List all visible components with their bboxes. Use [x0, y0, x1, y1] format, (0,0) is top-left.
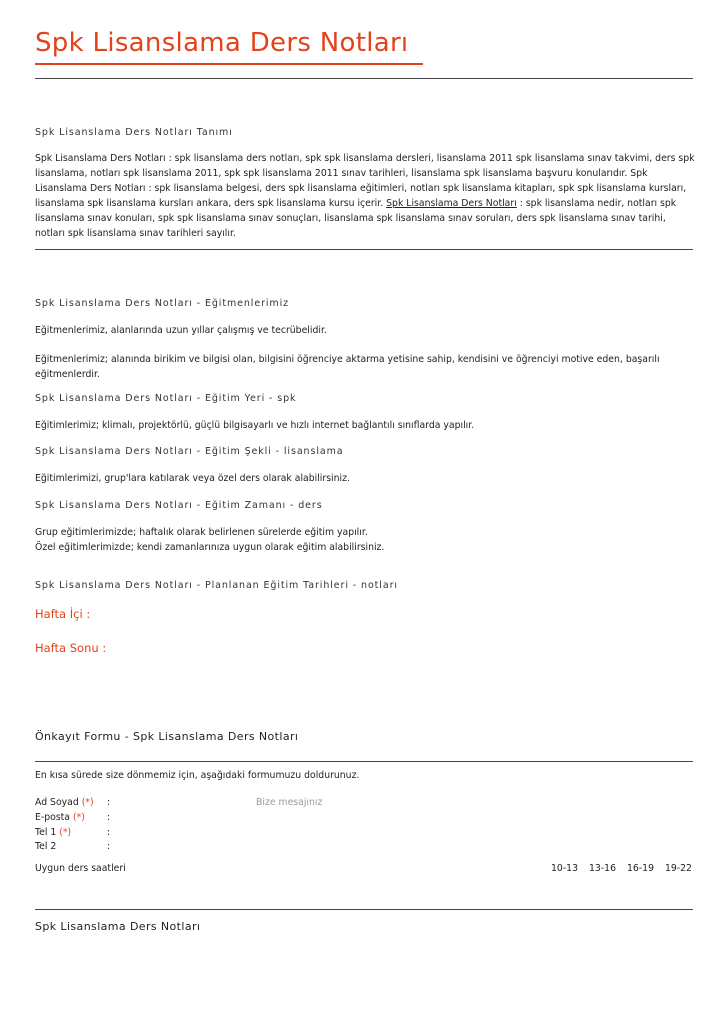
tel2-label: Tel 2: [35, 841, 57, 852]
form-title: Önkayıt Formu - Spk Lisanslama Ders Notları: [35, 730, 299, 743]
footer-title: Spk Lisanslama Ders Notları: [35, 920, 201, 933]
tel1-field[interactable]: :: [107, 827, 111, 838]
required-mark: (*): [72, 812, 85, 823]
divider: [35, 249, 693, 250]
definition-text-end: : spk lisanslama nedir, notları spk lisanslama sınav konuları, spk spk lisanslama sınav sonuçları, lisanslama spk lisanslama sınav soruları, ders spk lisanslama sınav tarihi, notları spk lisanslama sınav tarihleri sayılır.: [35, 198, 677, 239]
slot-13-16[interactable]: 13-16: [588, 863, 616, 874]
tel1-label: Tel 1: [35, 827, 57, 838]
hours-label: Uygun ders saatleri: [35, 863, 126, 874]
required-mark: (*): [81, 797, 94, 808]
name-row: [35, 797, 94, 808]
instructors-heading: Spk Lisanslama Ders Notları - Eğitmenlerimiz: [35, 298, 289, 309]
name-field[interactable]: :: [107, 797, 111, 808]
instructors-text-1: Eğitmenlerimiz, alanlarında uzun yıllar çalışmış ve tecrübelidir.: [35, 325, 327, 336]
tel1-row: [35, 827, 71, 838]
place-text: Eğitimlerimiz; klimalı, projektörlü, güçlü bilgisayarlı ve hızlı internet bağlantılı sınıflarda yapılır.: [35, 420, 475, 431]
time-text-2: Özel eğitimlerimizde; kendi zamanlarınıza uygun olarak eğitim alabilirsiniz.: [35, 542, 385, 553]
weekend-label: Hafta Sonu :: [35, 641, 107, 655]
title-underline: [35, 63, 423, 65]
definition-paragraph: [35, 151, 695, 241]
weekday-label: Hafta İçi :: [35, 607, 91, 621]
name-label: Ad Soyad: [35, 797, 79, 808]
form-intro: En kısa sürede size dönmemiz için, aşağıdaki formumuzu doldurunuz.: [35, 770, 360, 781]
definition-link[interactable]: Spk Lisanslama Ders Notları: [386, 198, 517, 209]
required-mark: (*): [59, 827, 72, 838]
email-row: [35, 812, 85, 823]
slot-16-19[interactable]: 16-19: [626, 863, 654, 874]
style-heading: Spk Lisanslama Ders Notları - Eğitim Şekli - lisanslama: [35, 446, 344, 457]
tel2-row: [35, 841, 56, 852]
email-label: E-posta: [35, 812, 71, 823]
plan-heading: Spk Lisanslama Ders Notları - Planlanan Eğitim Tarihleri - notları: [35, 580, 398, 591]
message-textarea[interactable]: Bize mesajınız: [256, 797, 323, 808]
page-title: Spk Lisanslama Ders Notları: [35, 28, 409, 58]
time-heading: Spk Lisanslama Ders Notları - Eğitim Zamanı - ders: [35, 500, 323, 511]
place-heading: Spk Lisanslama Ders Notları - Eğitim Yeri - spk: [35, 393, 297, 404]
style-text: Eğitimlerimizi, grup'lara katılarak veya özel ders olarak alabilirsiniz.: [35, 473, 350, 484]
slot-10-13[interactable]: 10-13: [551, 863, 579, 874]
instructors-text-2: Eğitmenlerimiz; alanında birikim ve bilgisi olan, bilgisini öğrenciye aktarma yetisine sahip, kendisini ve öğrenciyi motive eden, başarılı eğitmenlerdir.: [35, 354, 660, 380]
slot-19-22[interactable]: 19-22: [664, 863, 692, 874]
divider: [35, 761, 693, 762]
definition-heading: Spk Lisanslama Ders Notları Tanımı: [35, 127, 233, 138]
divider: [35, 909, 693, 910]
divider: [35, 78, 693, 79]
email-field[interactable]: :: [107, 812, 111, 823]
time-text-1: Grup eğitimlerimizde; haftalık olarak belirlenen sürelerde eğitim yapılır.: [35, 527, 368, 538]
definition-text-start: Spk Lisanslama Ders Notları : spk lisanslama ders notları, spk spk lisanslama dersleri, lisanslama 2011 spk lisanslama sınav takvimi, ders spk lisanslama, notları spk lisanslama 2011, spk spk lisanslama 2011 sınav tarihleri, lisanslama spk lisanslama başvuru konularıdır. Spk Lisanslama Ders Notları : spk lisanslama belgesi, ders spk lisanslama eğitimleri, notları spk lisanslama kitapları, spk spk lisanslama kursları, lisanslama spk lisanslama kursları ankara, ders spk lisanslama kursu içerir.: [35, 153, 695, 209]
tel2-field[interactable]: :: [107, 841, 111, 852]
hours-options: [551, 863, 700, 874]
